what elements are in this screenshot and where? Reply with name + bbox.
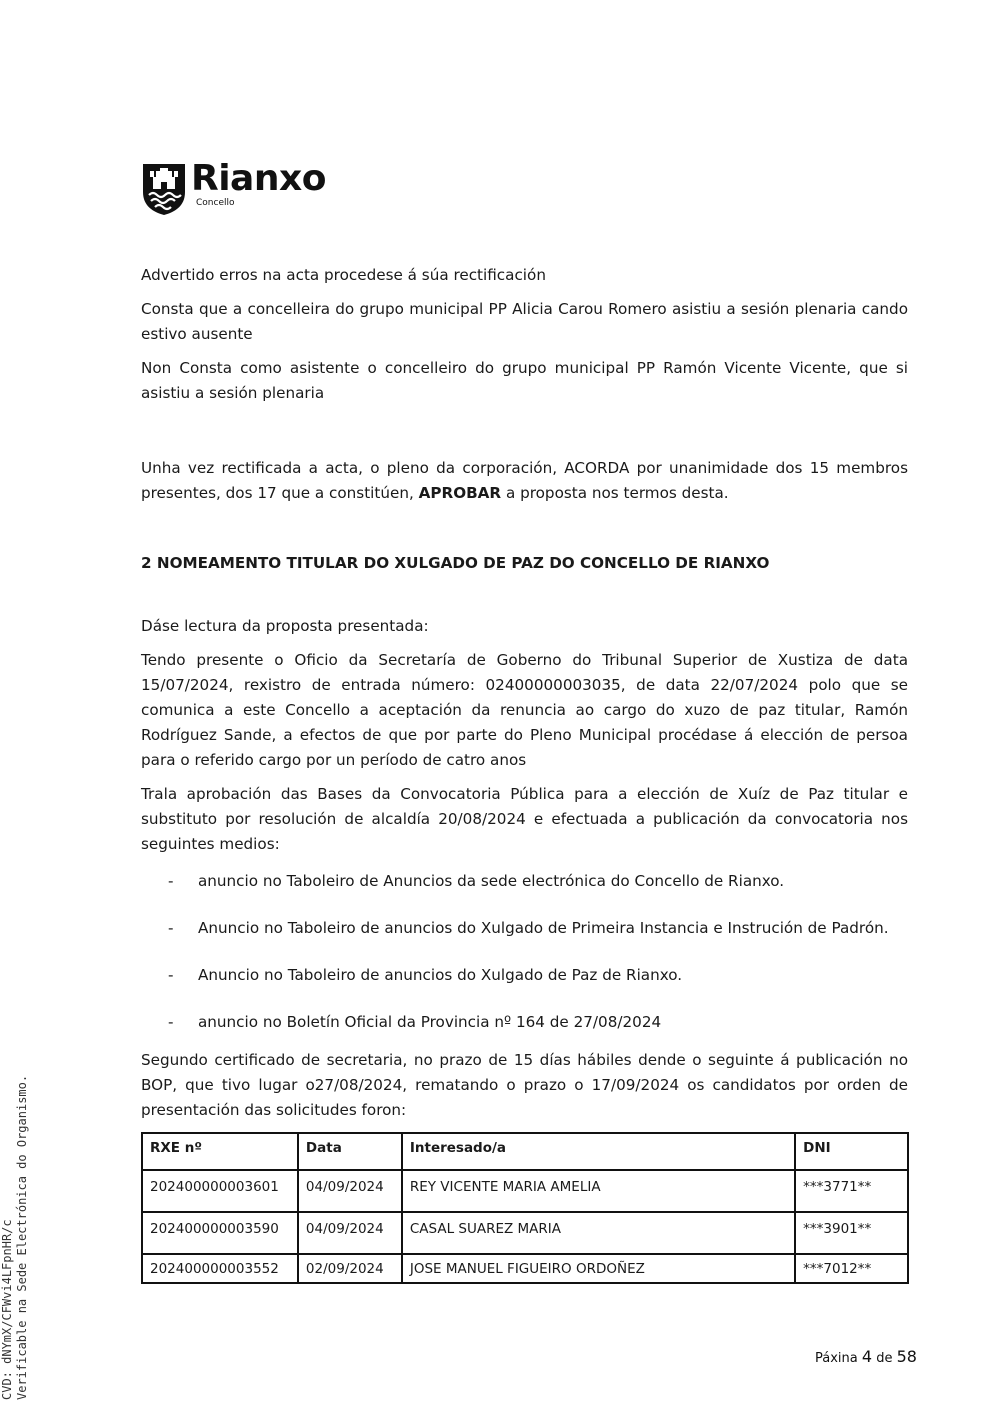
paragraph-convocatoria: Trala aprobación das Bases da Convocatoria Pública para a elección de Xuíz de Paz titular e substituto por resolución de alcaldía 20/08/2024 e efectuada a publicación da convocatoria nos seguintes medios: [141,785,908,853]
paragraph-correction: Advertido erros na acta procedese á súa rectificación [141,266,546,284]
cell-name: CASAL SUAREZ MARIA [402,1212,795,1254]
list-item: - Anuncio no Taboleiro de anuncios do Xulgado de Paz de Rianxo. [168,966,683,984]
table-row [142,1254,908,1283]
logo-wordmark: Rianxo [191,158,326,199]
paragraph-oficio: Tendo presente o Oficio da Secretaría de Goberno do Tribunal Superior de Xustiza de data 15/07/2024, rexistro de entrada número: 02400000003035, de data 22/07/2024 polo que se comunica a este Concello a aceptación da renuncia ao cargo do xuzo de paz titular, Ramón Rodríguez Sande, a efectos de que por parte do Pleno Municipal procédase á elección de persoa para o referido cargo por un período de catro anos [141,651,908,769]
rianxo-shield-icon [141,162,187,216]
candidates-table [141,1132,909,1284]
section-heading: 2 NOMEAMENTO TITULAR DO XULGADO DE PAZ DO CONCELLO DE RIANXO [141,554,770,572]
current-page: 4 [861,1347,873,1366]
cell-name: JOSE MANUEL FIGUEIRO ORDOÑEZ [402,1254,795,1283]
list-item: - anuncio no Taboleiro de Anuncios da sede electrónica do Concello de Rianxo. [168,872,785,890]
paragraph-resolution: Unha vez rectificada a acta, o pleno da corporación, ACORDA por unanimidade dos 15 membros presentes, dos 17 que a constitúen, APROBAR a proposta nos termos desta. [141,459,908,502]
table-header-row [142,1133,908,1170]
cell-rxe: 202400000003552 [142,1254,298,1283]
column-header-data: Data [298,1133,402,1170]
paragraph-certificate: Segundo certificado de secretaria, no prazo de 15 días hábiles dende o seguinte á publicación no BOP, que tivo lugar o27/08/2024, rematando o prazo o 17/09/2024 os candidatos por orden de presentación das solicitudes foron: [141,1051,908,1119]
cell-dni: ***3771** [795,1170,908,1212]
document-body [141,263,908,1284]
page-number: Páxina 4 de 58 [815,1347,917,1366]
cvd-code: CVD: dNYmX/CFWvi4LFpnHR/c [0,1219,14,1400]
concello-logo [141,160,351,220]
cell-date: 04/09/2024 [298,1212,402,1254]
paragraph-attendance-2: Non Consta como asistente o concelleiro do grupo municipal PP Ramón Vicente Vicente, que si asistiu a sesión plenaria [141,359,908,402]
list-item: - Anuncio no Taboleiro de anuncios do Xulgado de Primeira Instancia e Instrución de Padrón. [168,919,889,937]
cell-rxe: 202400000003601 [142,1170,298,1212]
publication-list [141,866,908,1038]
total-pages: 58 [896,1347,917,1366]
cell-dni: ***7012** [795,1254,908,1283]
column-header-rxe: RXE nº [142,1133,298,1170]
cell-rxe: 202400000003590 [142,1212,298,1254]
cell-dni: ***3901** [795,1212,908,1254]
cell-name: REY VICENTE MARIA AMELIA [402,1170,795,1212]
approve-emphasis: APROBAR [418,484,502,502]
cell-date: 04/09/2024 [298,1170,402,1212]
list-item: - anuncio no Boletín Oficial da Provincia nº 164 de 27/08/2024 [168,1013,662,1031]
column-header-interesado: Interesado/a [402,1133,795,1170]
table-row [142,1170,908,1212]
verification-stamp [0,1020,30,1400]
verification-note: Verificable na Sede Electrónica do Organismo. [15,1074,29,1400]
cell-date: 02/09/2024 [298,1254,402,1283]
table-row [142,1212,908,1254]
paragraph-attendance-1: Consta que a concelleira do grupo municipal PP Alicia Carou Romero asistiu a sesión plenaria cando estivo ausente [141,300,908,343]
column-header-dni: DNI [795,1133,908,1170]
paragraph-reading: Dáse lectura da proposta presentada: [141,617,429,635]
logo-subtitle: Concello [196,198,235,208]
